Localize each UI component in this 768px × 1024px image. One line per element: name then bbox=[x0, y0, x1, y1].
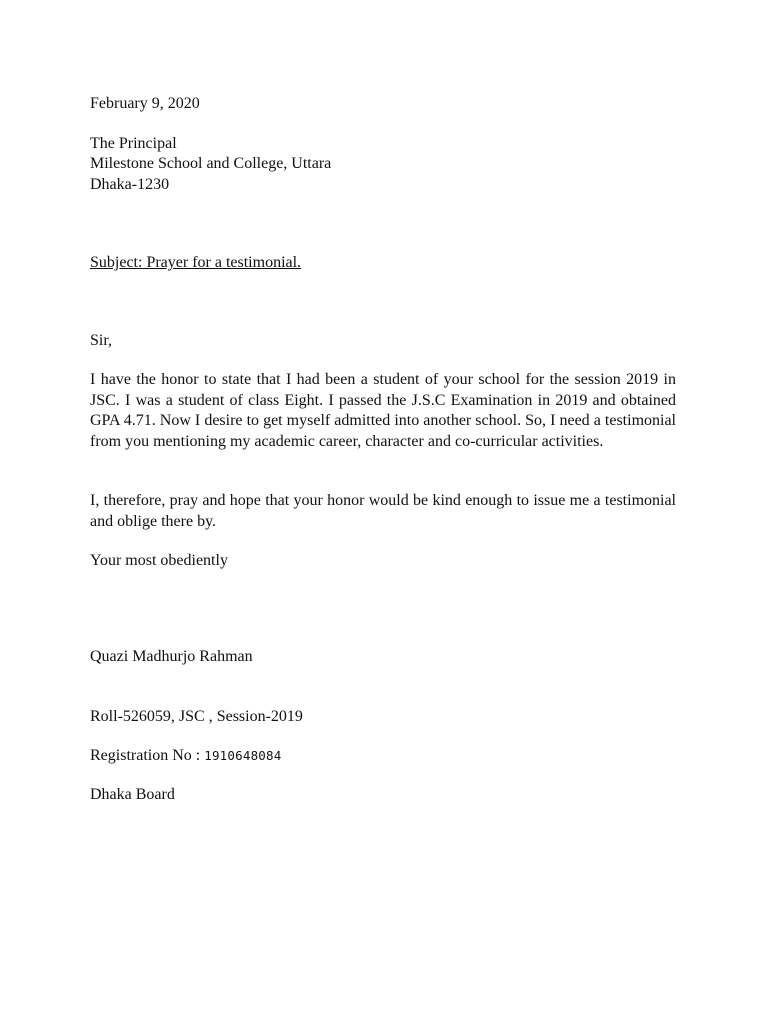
recipient-institution: Milestone School and College, Uttara bbox=[90, 155, 332, 172]
registration-line bbox=[90, 746, 281, 766]
closing: Your most obediently bbox=[90, 552, 228, 569]
recipient-title: The Principal bbox=[90, 135, 177, 152]
registration-label: Registration No : bbox=[90, 747, 201, 764]
sender-roll: Roll-526059, JSC , Session-2019 bbox=[90, 708, 303, 725]
body-paragraph-1: I have the honor to state that I had been a student of your school for the session 2019 in JSC. I was a student of class Eight. I passed the J.S.C Examination in 2019 and obtained GPA 4.71. Now I desire to get myself admitted into another school. So, I need a testimonial from you mentioning my academic career, character and co-curricular activities. bbox=[90, 371, 676, 450]
body-paragraph-2: I, therefore, pray and hope that your honor would be kind enough to issue me a testimonial and oblige there by. bbox=[90, 492, 676, 530]
letter-date: February 9, 2020 bbox=[90, 95, 200, 112]
recipient-city: Dhaka-1230 bbox=[90, 176, 170, 193]
registration-number: 1910648084 bbox=[204, 748, 282, 763]
sender-name: Quazi Madhurjo Rahman bbox=[90, 648, 253, 665]
salutation: Sir, bbox=[90, 332, 113, 349]
letter-subject: Subject: Prayer for a testimonial. bbox=[90, 254, 302, 271]
sender-board: Dhaka Board bbox=[90, 786, 175, 803]
